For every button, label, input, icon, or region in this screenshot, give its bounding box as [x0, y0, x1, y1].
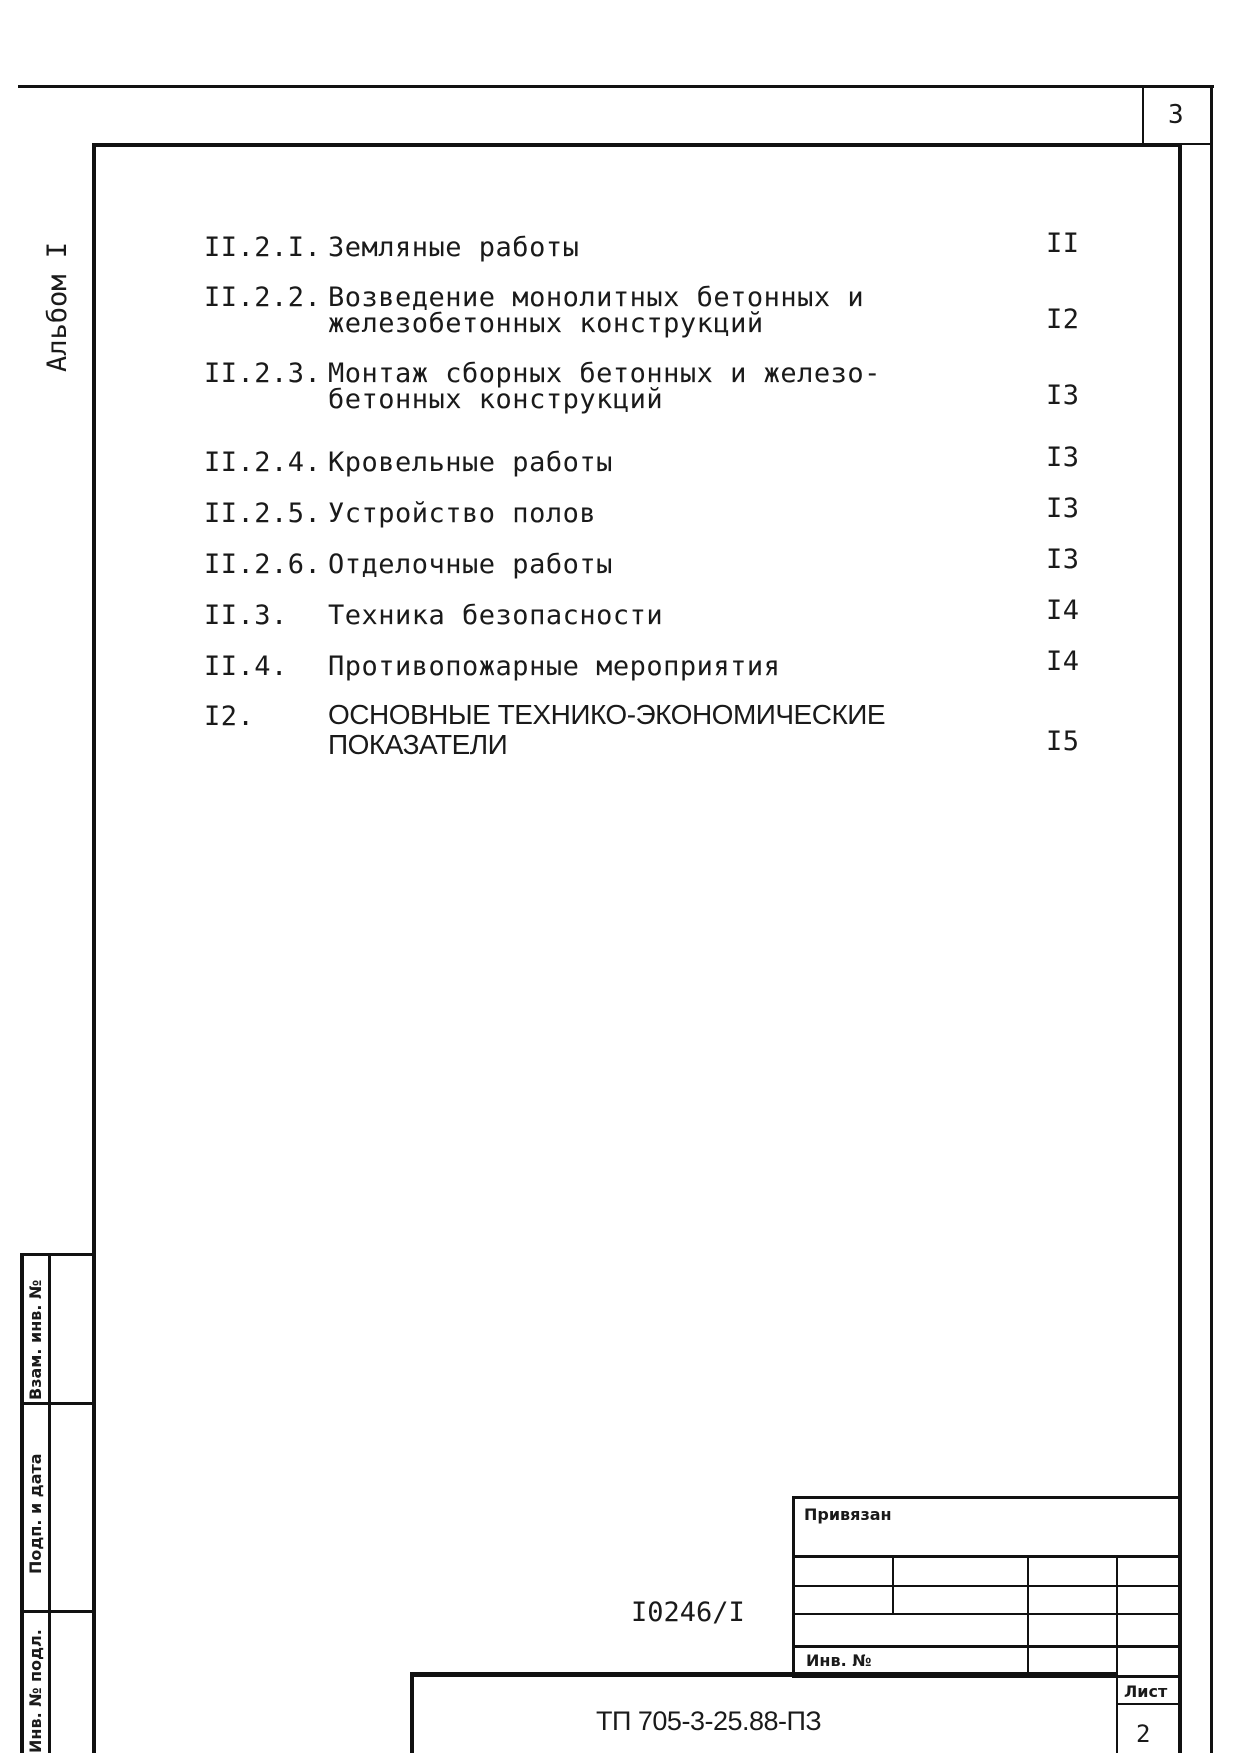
bound-label: Привязан — [804, 1505, 892, 1524]
toc-title: Земляные работы — [328, 232, 580, 263]
stamp-cell-replace-inv: Взам. инв. № — [26, 1279, 45, 1400]
stamp-cell-sign-date: Подп. и дата — [26, 1453, 45, 1574]
toc-num: II.2.5. — [204, 498, 322, 529]
toc-title: ОСНОВНЫЕ ТЕХНИКО-ЭКОНОМИЧЕСКИЕ — [328, 699, 886, 730]
inner-left-line — [92, 143, 96, 1753]
toc-title: Кровельные работы — [328, 447, 613, 478]
toc-num: II.2.2. — [204, 282, 322, 313]
toc-page: I4 — [1046, 595, 1080, 626]
toc-page: I3 — [1046, 544, 1080, 575]
inner-top-line — [92, 143, 1182, 147]
toc-title-cont: бетонных конструкций — [328, 384, 664, 415]
toc-page: I5 — [1046, 726, 1080, 757]
toc-title-cont: железобетонных конструкций — [328, 308, 764, 339]
toc-num: II.2.I. — [204, 232, 322, 263]
toc-num: I2. — [204, 701, 255, 732]
outer-right-line — [1210, 85, 1213, 1753]
toc-num: II.3. — [204, 600, 288, 631]
toc-title: Отделочные работы — [328, 549, 613, 580]
inner-right-line — [1178, 143, 1182, 1753]
toc-page: I3 — [1046, 380, 1080, 411]
toc-page: I2 — [1046, 304, 1080, 335]
sheet-label: Лист — [1124, 1682, 1168, 1701]
toc-num: II.4. — [204, 651, 288, 682]
toc-title-cont: ПОКАЗАТЕЛИ — [328, 729, 508, 760]
toc-num: II.2.4. — [204, 447, 322, 478]
sheet-value: 2 — [1136, 1720, 1151, 1748]
top-outer-line — [18, 85, 1214, 88]
toc-num: II.2.3. — [204, 358, 322, 389]
toc-title: Монтаж сборных бетонных и железо- — [328, 358, 881, 389]
toc-page: I3 — [1046, 493, 1080, 524]
toc-page: I3 — [1046, 442, 1080, 473]
sheet-corner-number: 3 — [1168, 100, 1184, 130]
toc-num: II.2.6. — [204, 549, 322, 580]
toc-title: Возведение монолитных бетонных и — [328, 282, 865, 313]
doc-code: I0246/I — [631, 1597, 745, 1628]
toc-title: Устройство полов — [328, 498, 597, 529]
toc-title: Противопожарные мероприятия — [328, 651, 781, 682]
toc-page: II — [1046, 228, 1080, 259]
stamp-cell-orig-inv: Инв. № подл. — [26, 1629, 45, 1753]
album-label: Альбом I — [42, 241, 73, 372]
toc-page: I4 — [1046, 646, 1080, 677]
inv-label: Инв. № — [806, 1651, 872, 1670]
toc-title: Техника безопасности — [328, 600, 664, 631]
designation: ТП 705-3-25.88-ПЗ — [596, 1706, 822, 1736]
